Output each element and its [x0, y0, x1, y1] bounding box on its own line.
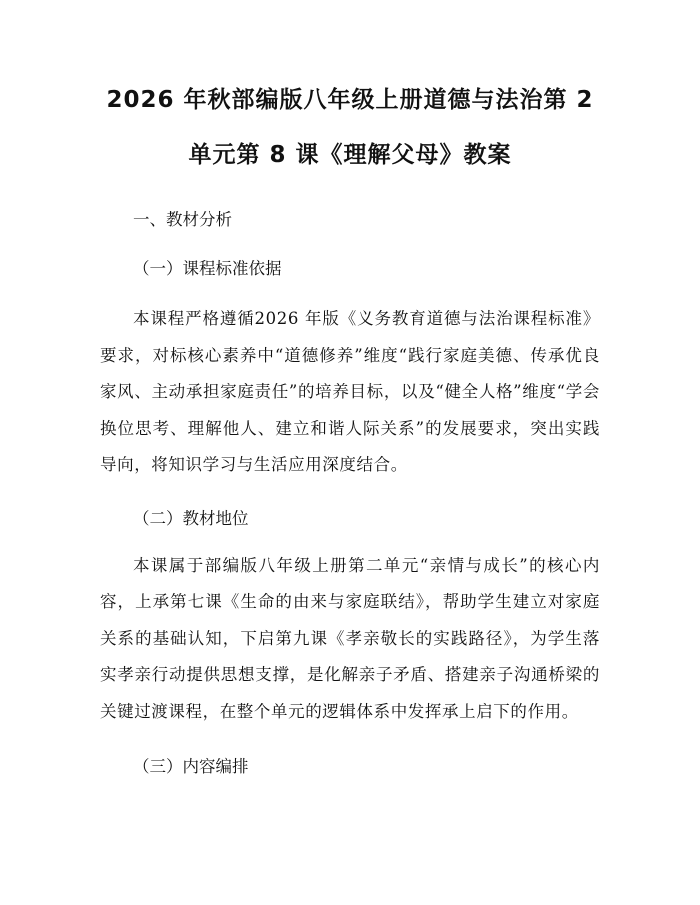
section-heading-teaching-material-analysis: 一、教材分析 — [133, 210, 232, 229]
paragraph-material-position: 本课属于部编版八年级上册第二单元“亲情与成长”的核心内容，上承第七课《生命的由来与家庭联结》，帮助学生建立对家庭关系的基础认知，下启第九课《孝亲敬长的实践路径》，为学生落实孝亲行动提供思想支撑，是化解亲子矛盾、搭建亲子沟通桥梁的关键过渡课程，在整个单元的逻辑体系中发挥承上启下的作用。 — [100, 555, 600, 721]
title-line-2: 单元第 8 课《理解父母》教案 — [188, 142, 512, 168]
paragraph-curriculum-standard: 本课程严格遵循2026 年版《义务教育道德与法治课程标准》要求，对标核心素养中“道德修养”维度“践行家庭美德、传承优良家风、主动承担家庭责任”的培养目标，以及“健全人格”维度“学会换位思考、理解他人、建立和谐人际关系”的发展要求，突出实践导向，将知识学习与生活应用深度结合。 — [100, 309, 600, 474]
document-title — [100, 82, 600, 173]
subsection-heading-content-arrangement: （三）内容编排 — [133, 757, 249, 776]
subsection-heading-material-position: （二）教材地位 — [133, 508, 249, 528]
title-line-1: 2026 年秋部编版八年级上册道德与法治第 2 — [106, 87, 594, 113]
subsection-heading-curriculum-standard: （一）课程标准依据 — [133, 259, 282, 278]
